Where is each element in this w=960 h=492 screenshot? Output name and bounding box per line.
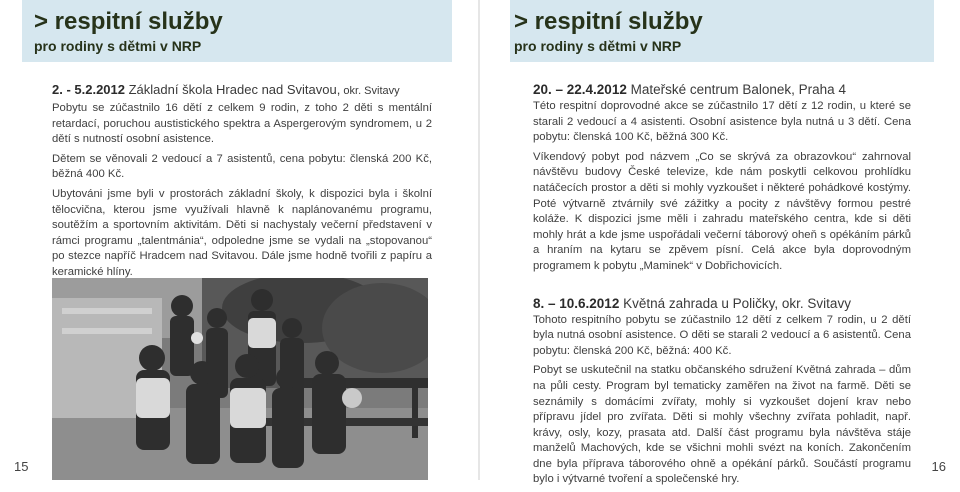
right-section-1-place: Mateřské centrum Balonek, Praha 4	[626, 82, 846, 97]
left-paragraph-3: Ubytováni jsme byli v prostorách základní školy, k dispozici byla i školní tělocvična, kterou jsme využívali hlavně k naplánovanému programu, soutěžím a sportovním aktivitám. Děti si nachystaly večerní představení v rámci programu „talentmánia“, odpoledne jsme se vydali na „stopovanou“ po stezce napříč Hradcem nad Svitavou. Dále jsme hodně tvořili z papíru a keramické hlíny.	[52, 187, 432, 278]
right-header-subtitle: pro rodiny s dětmi v NRP	[514, 38, 682, 54]
right-text-column	[533, 81, 911, 492]
left-text-column	[52, 81, 432, 285]
right-section-2-date: 8. – 10.6.2012	[533, 295, 620, 311]
left-header-title: > respitní služby	[34, 8, 223, 35]
right-section-1-paragraph-2: Víkendový pobyt pod názvem „Co se skrývá za obrazovkou“ zahrnoval návštěvu budovy České televize, kde nám poskytli celkovou prohlídku natáčecích prostor a děti si mohly vyzkoušet i některé pohádkové kostýmy. Poté výtvarně ztvárnily své zážitky a pocity z návštěvy formou pestré koláže. K dispozici jsme měli i zahradu mateřského centra, kde si děti mohly hrát a kde jsme uspořádali večerní táborový oheň s opékáním párků a hraním na kytaru se zpěvem písní. Celá akce byla doprovodným programem k pobytu „Maminek“ v Dobřichovicích.	[533, 150, 911, 272]
left-section-date: 2. - 5.2.2012	[52, 82, 125, 97]
left-header	[22, 0, 452, 62]
group-photo	[52, 278, 428, 480]
page-number-right: 16	[931, 459, 946, 474]
right-section-1-date: 20. – 22.4.2012	[533, 82, 627, 97]
right-section-2-paragraph-2: Pobyt se uskutečnil na statku občanského sdružení Květná zahrada – dům na půli cesty. Program byl tematicky zaměřen na život na farmě. Děti se seznámily s domácími zvířaty, mohly si vyzkoušet dojení krav nebo přípravu jídel pro zvířata. Děti si mohly všechny zvířata pohladit, např. krávy, osly, kozy, prasata atd. Další část programu byla návštěva stáje manželů Machových, kde se všichni mohli svézt na koních. Zakončením dne byla příprava táborového ohně a opékání párků. Součástí programu bylo i výtvarné tvoření a společenské hry.	[533, 364, 911, 486]
left-section-title	[52, 81, 432, 100]
left-header-subtitle: pro rodiny s dětmi v NRP	[34, 38, 202, 54]
left-page	[0, 0, 480, 480]
group-photo-image	[52, 278, 428, 480]
spine-shadow	[478, 0, 480, 480]
page-number-left: 15	[14, 459, 29, 474]
left-paragraph-1: Pobytu se zúčastnilo 16 dětí z celkem 9 rodin, z toho 2 děti s mentální retardací, poruchou austistického spektra a Aspergerovým syndromem, u 2 dětí s nutností osobní asistence.	[52, 102, 432, 146]
left-section-place-small: okr. Svitavy	[340, 85, 400, 97]
right-section-1-title	[533, 81, 911, 98]
right-section-2-paragraph-1: Tohoto respitního pobytu se zúčastnilo 12 dětí z celkem 7 rodin, u 2 dětí byla nutná osobní asistence. O děti se starali 2 vedoucí a 6 asistentů. Cena pobytu: členská 200 Kč, běžná: 400 Kč.	[533, 313, 911, 357]
right-header-title: > respitní služby	[514, 8, 703, 35]
right-header	[510, 0, 934, 62]
right-section-2-title	[533, 295, 911, 312]
left-paragraph-2: Dětem se věnovali 2 vedoucí a 7 asistentů, cena pobytu: členská 200 Kč, běžná 400 Kč.	[52, 152, 432, 181]
section-spacer	[533, 279, 911, 289]
right-section-2-place: Květná zahrada u Poličky, okr. Svitavy	[619, 295, 851, 311]
right-section-1-paragraph-1: Této respitní doprovodné akce se zúčastnilo 17 dětí z 12 rodin, u které se starali 2 vedoucí a 4 asistenti. Osobní asistence byla nutná u 3 dětí. Cena pobytu: členská 100 Kč, běžná 300 Kč.	[533, 100, 911, 144]
left-section-place: Základní škola Hradec nad Svitavou,	[125, 82, 341, 97]
